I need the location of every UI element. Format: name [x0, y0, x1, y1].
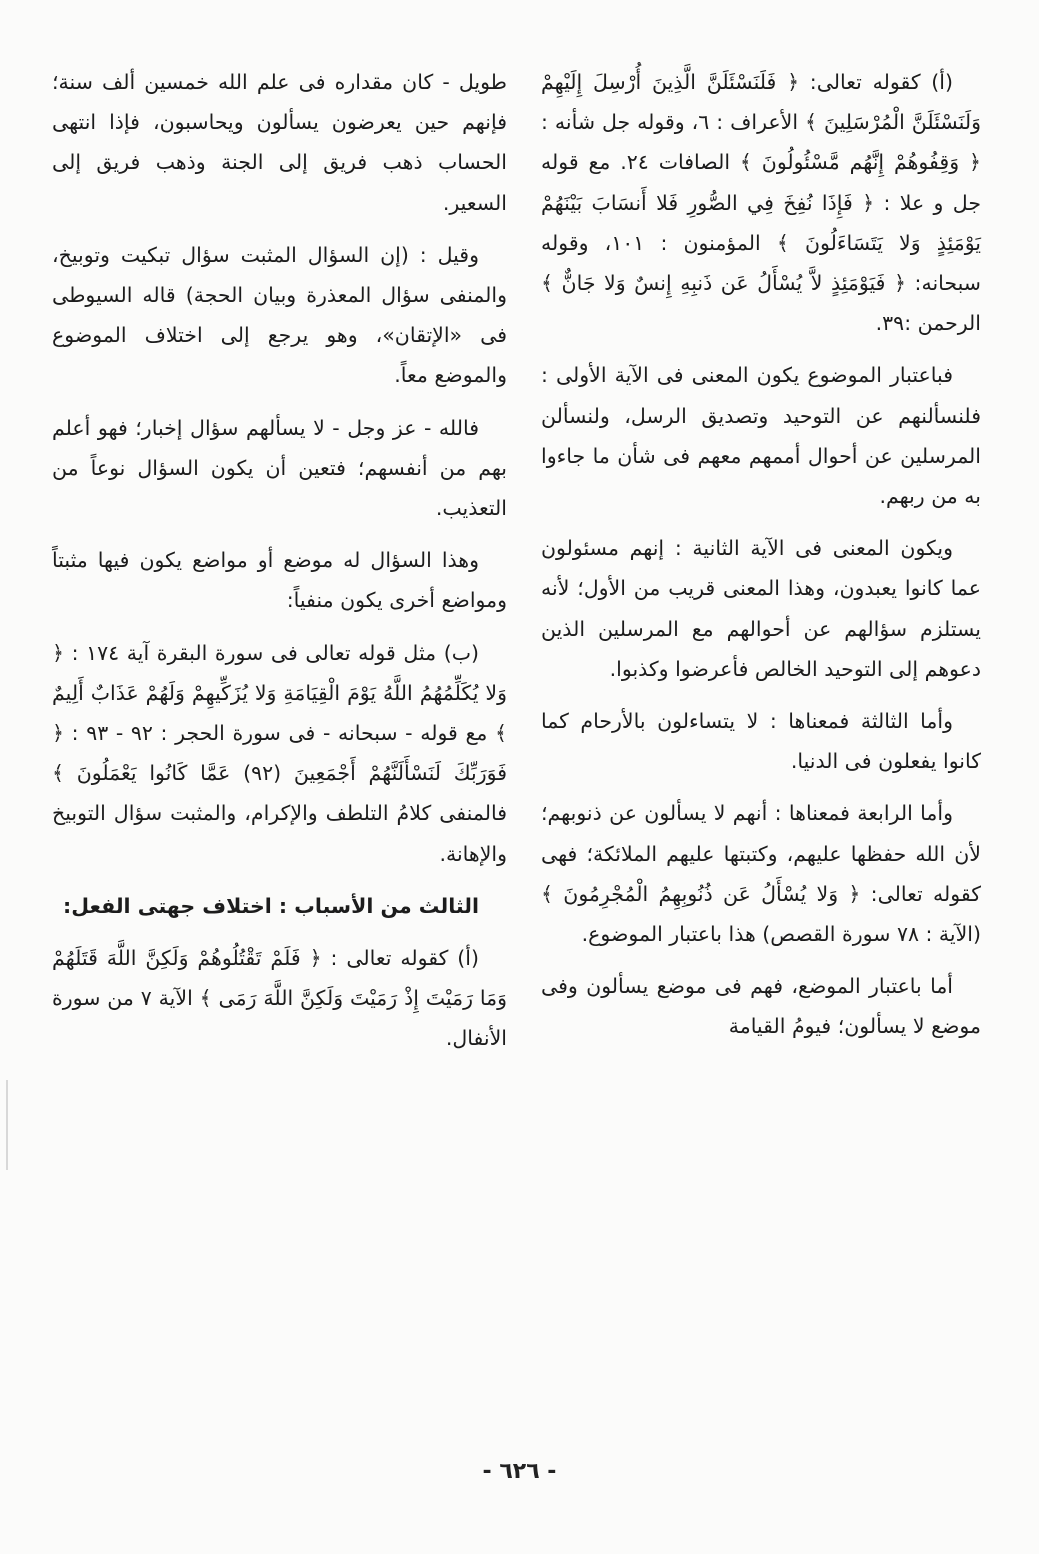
paragraph: وأما الرابعة فمعناها : أنهم لا يسألون عن ذنوبهم؛ لأن الله حفظها عليهم، وكتبتها عليهم الملائكة؛ فهى كقوله تعالى: ﴿ وَلا يُسْأَلُ عَن ذُنُوبِهِمُ الْمُجْرِمُونَ ﴾ (الآية : ٧٨ سورة القصص) هذا باعتبار الموضوع.: [541, 801, 981, 947]
paragraph: أما باعتبار الموضع، فهم فى موضع يسألون وفى موضع لا يسألون؛ فيومُ القيامة: [541, 974, 981, 1039]
section-heading: الثالث من الأسباب : اختلاف جهتى الفعل:: [63, 893, 479, 918]
paragraph: وأما الثالثة فمعناها : لا يتساءلون بالأرحام كما كانوا يفعلون فى الدنيا.: [541, 709, 981, 774]
left-column: [52, 62, 507, 1071]
right-column: [541, 62, 981, 1059]
paragraph: فباعتبار الموضوع يكون المعنى فى الآية الأولى : فلنسألنهم عن التوحيد وتصديق الرسل، ولنسألن المرسلين عن أحوال أممهم معهم فى شأن ما جاءوا به من ربهم.: [541, 363, 981, 509]
paragraph: (ب) مثل قوله تعالى فى سورة البقرة آية ١٧٤ : ﴿ وَلا يُكَلِّمُهُمُ اللَّهُ يَوْمَ الْقِيَامَةِ وَلا يُزَكِّيهِمْ وَلَهُمْ عَذَابٌ أَلِيمٌ ﴾ مع قوله - سبحانه - فى سورة الحجر : ٩٢ - ٩٣ : ﴿ فَوَرَبِّكَ لَنَسْأَلَنَّهُمْ أَجْمَعِينَ (٩٢) عَمَّا كَانُوا يَعْمَلُونَ ﴾ فالمنفى كلامُ التلطف والإكرام، والمثبت سؤال التوبيخ والإهانة.: [52, 640, 508, 866]
paragraph: وقيل : (إن السؤال المثبت سؤال تبكيت وتوبيخ، والمنفى سؤال المعذرة وبيان الحجة) قاله السيوطى فى «الإتقان»، وهو يرجع إلى اختلاف الموضوع والموضع معاً.: [52, 242, 507, 388]
paragraph: فالله - عز وجل - لا يسألهم سؤال إخبار؛ فهو أعلم بهم من أنفسهم؛ فتعين أن يكون السؤال نوعاً من التعذيب.: [52, 415, 507, 521]
paragraph: (أ) كقوله تعالى : ﴿ فَلَمْ تَقْتُلُوهُمْ وَلَكِنَّ اللَّهَ قَتَلَهُمْ وَمَا رَمَيْتَ إِذْ رَمَيْتَ وَلَكِنَّ اللَّهَ رَمَى ﴾ الآية ٧ من سورة الأنفال.: [52, 946, 508, 1051]
paragraph: (أ) كقوله تعالى: ﴿ فَلَنَسْئَلَنَّ الَّذِينَ أُرْسِلَ إِلَيْهِمْ وَلَنَسْئَلَنَّ الْمُرْسَلِينَ ﴾ الأعراف : ٦، وقوله جل شأنه : ﴿ وَقِفُوهُمْ إِنَّهُم مَّسْئُولُونَ ﴾ الصافات ٢٤. مع قوله جل و علا : ﴿ فَإِذَا نُفِخَ فِي الصُّورِ فَلا أَنسَابَ بَيْنَهُمْ يَوْمَئِذٍ وَلا يَتَسَاءَلُونَ ﴾ المؤمنون : ١٠١، وقوله سبحانه: ﴿ فَيَوْمَئِذٍ لاَّ يُسْأَلُ عَن ذَنبِهِ إِنسٌ وَلا جَانٌّ ﴾ الرحمن :٣٩.: [541, 70, 981, 336]
paragraph: ويكون المعنى فى الآية الثانية : إنهم مسئولون عما كانوا يعبدون، وهذا المعنى قريب من الأول؛ لأنه يستلزم سؤالهم عن أحوالهم مع المرسلين الذين دعوهم إلى التوحيد الخالص فأعرضوا وكذبوا.: [541, 536, 981, 681]
scan-edge-mark: [6, 1080, 8, 1170]
paragraph: طويل - كان مقداره فى علم الله خمسين ألف سنة؛ فإنهم حين يعرضون يسألون ويحاسبون، فإذا انتهى الحساب ذهب فريق إلى الجنة وذهب فريق إلى السعير.: [52, 70, 507, 215]
paragraph: وهذا السؤال له موضع أو مواضع يكون فيها مثبتاً ومواضع أخرى يكون منفياً:: [52, 548, 507, 613]
page-number: - ٦٢٦ -: [482, 1459, 557, 1484]
